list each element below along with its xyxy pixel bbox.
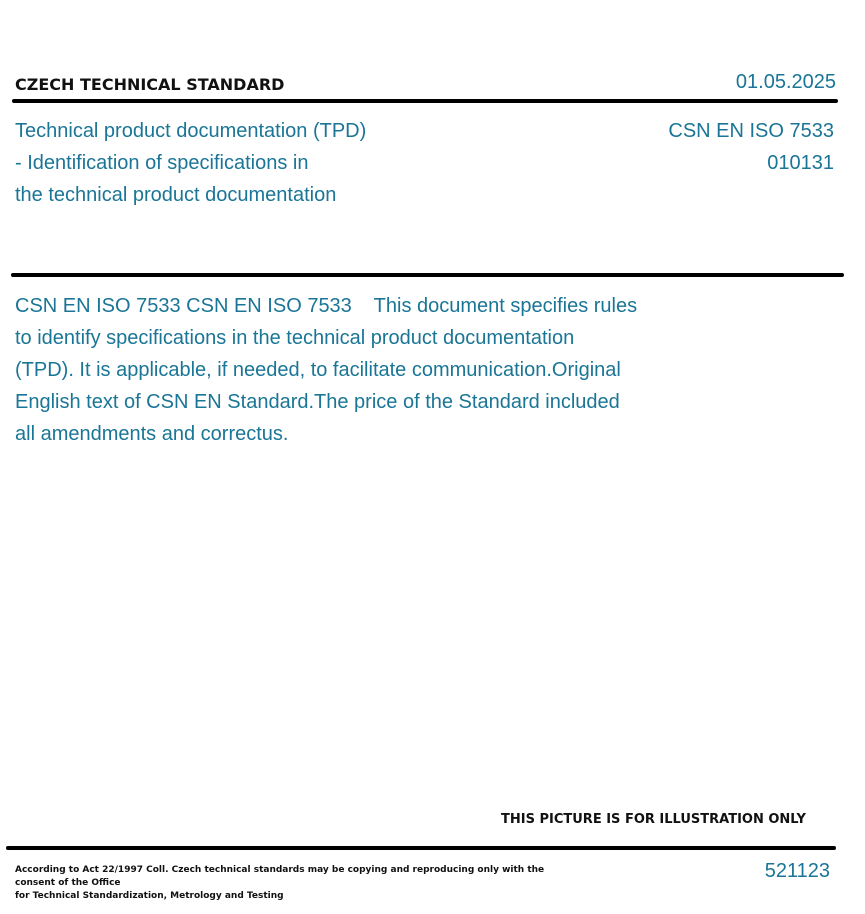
catalog-number: 521123	[764, 860, 830, 882]
standard-codes	[668, 115, 834, 179]
document-title	[15, 115, 435, 211]
middle-divider	[11, 273, 844, 277]
description-line: (TPD). It is applicable, if needed, to facilitate communication.Original	[15, 359, 621, 381]
description-line: English text of CSN EN Standard.The price of the Standard included	[15, 391, 620, 413]
title-line: the technical product documentation	[15, 184, 337, 206]
bottom-divider	[6, 846, 836, 850]
description-line: CSN EN ISO 7533 CSN EN ISO 7533 This document specifies rules	[15, 295, 638, 317]
description-line: to identify specifications in the technical product documentation	[15, 327, 575, 349]
legal-line: for Technical Standardization, Metrology and Testing	[15, 891, 284, 901]
legal-notice	[15, 864, 585, 903]
publication-date: 01.05.2025	[735, 71, 836, 93]
title-line: - Identification of specifications in	[15, 152, 309, 174]
description-line: all amendments and correctus.	[15, 423, 289, 445]
legal-line: According to Act 22/1997 Coll. Czech technical standards may be copying and reproducing only with the consent of the Office	[15, 865, 545, 888]
title-line: Technical product documentation (TPD)	[15, 120, 367, 142]
top-divider	[12, 99, 838, 103]
standard-type-heading: CZECH TECHNICAL STANDARD	[15, 75, 285, 94]
document-description	[15, 290, 695, 450]
illustration-notice: THIS PICTURE IS FOR ILLUSTRATION ONLY	[501, 812, 806, 827]
classification-code: 010131	[767, 152, 834, 174]
standard-designation: CSN EN ISO 7533	[668, 120, 834, 142]
